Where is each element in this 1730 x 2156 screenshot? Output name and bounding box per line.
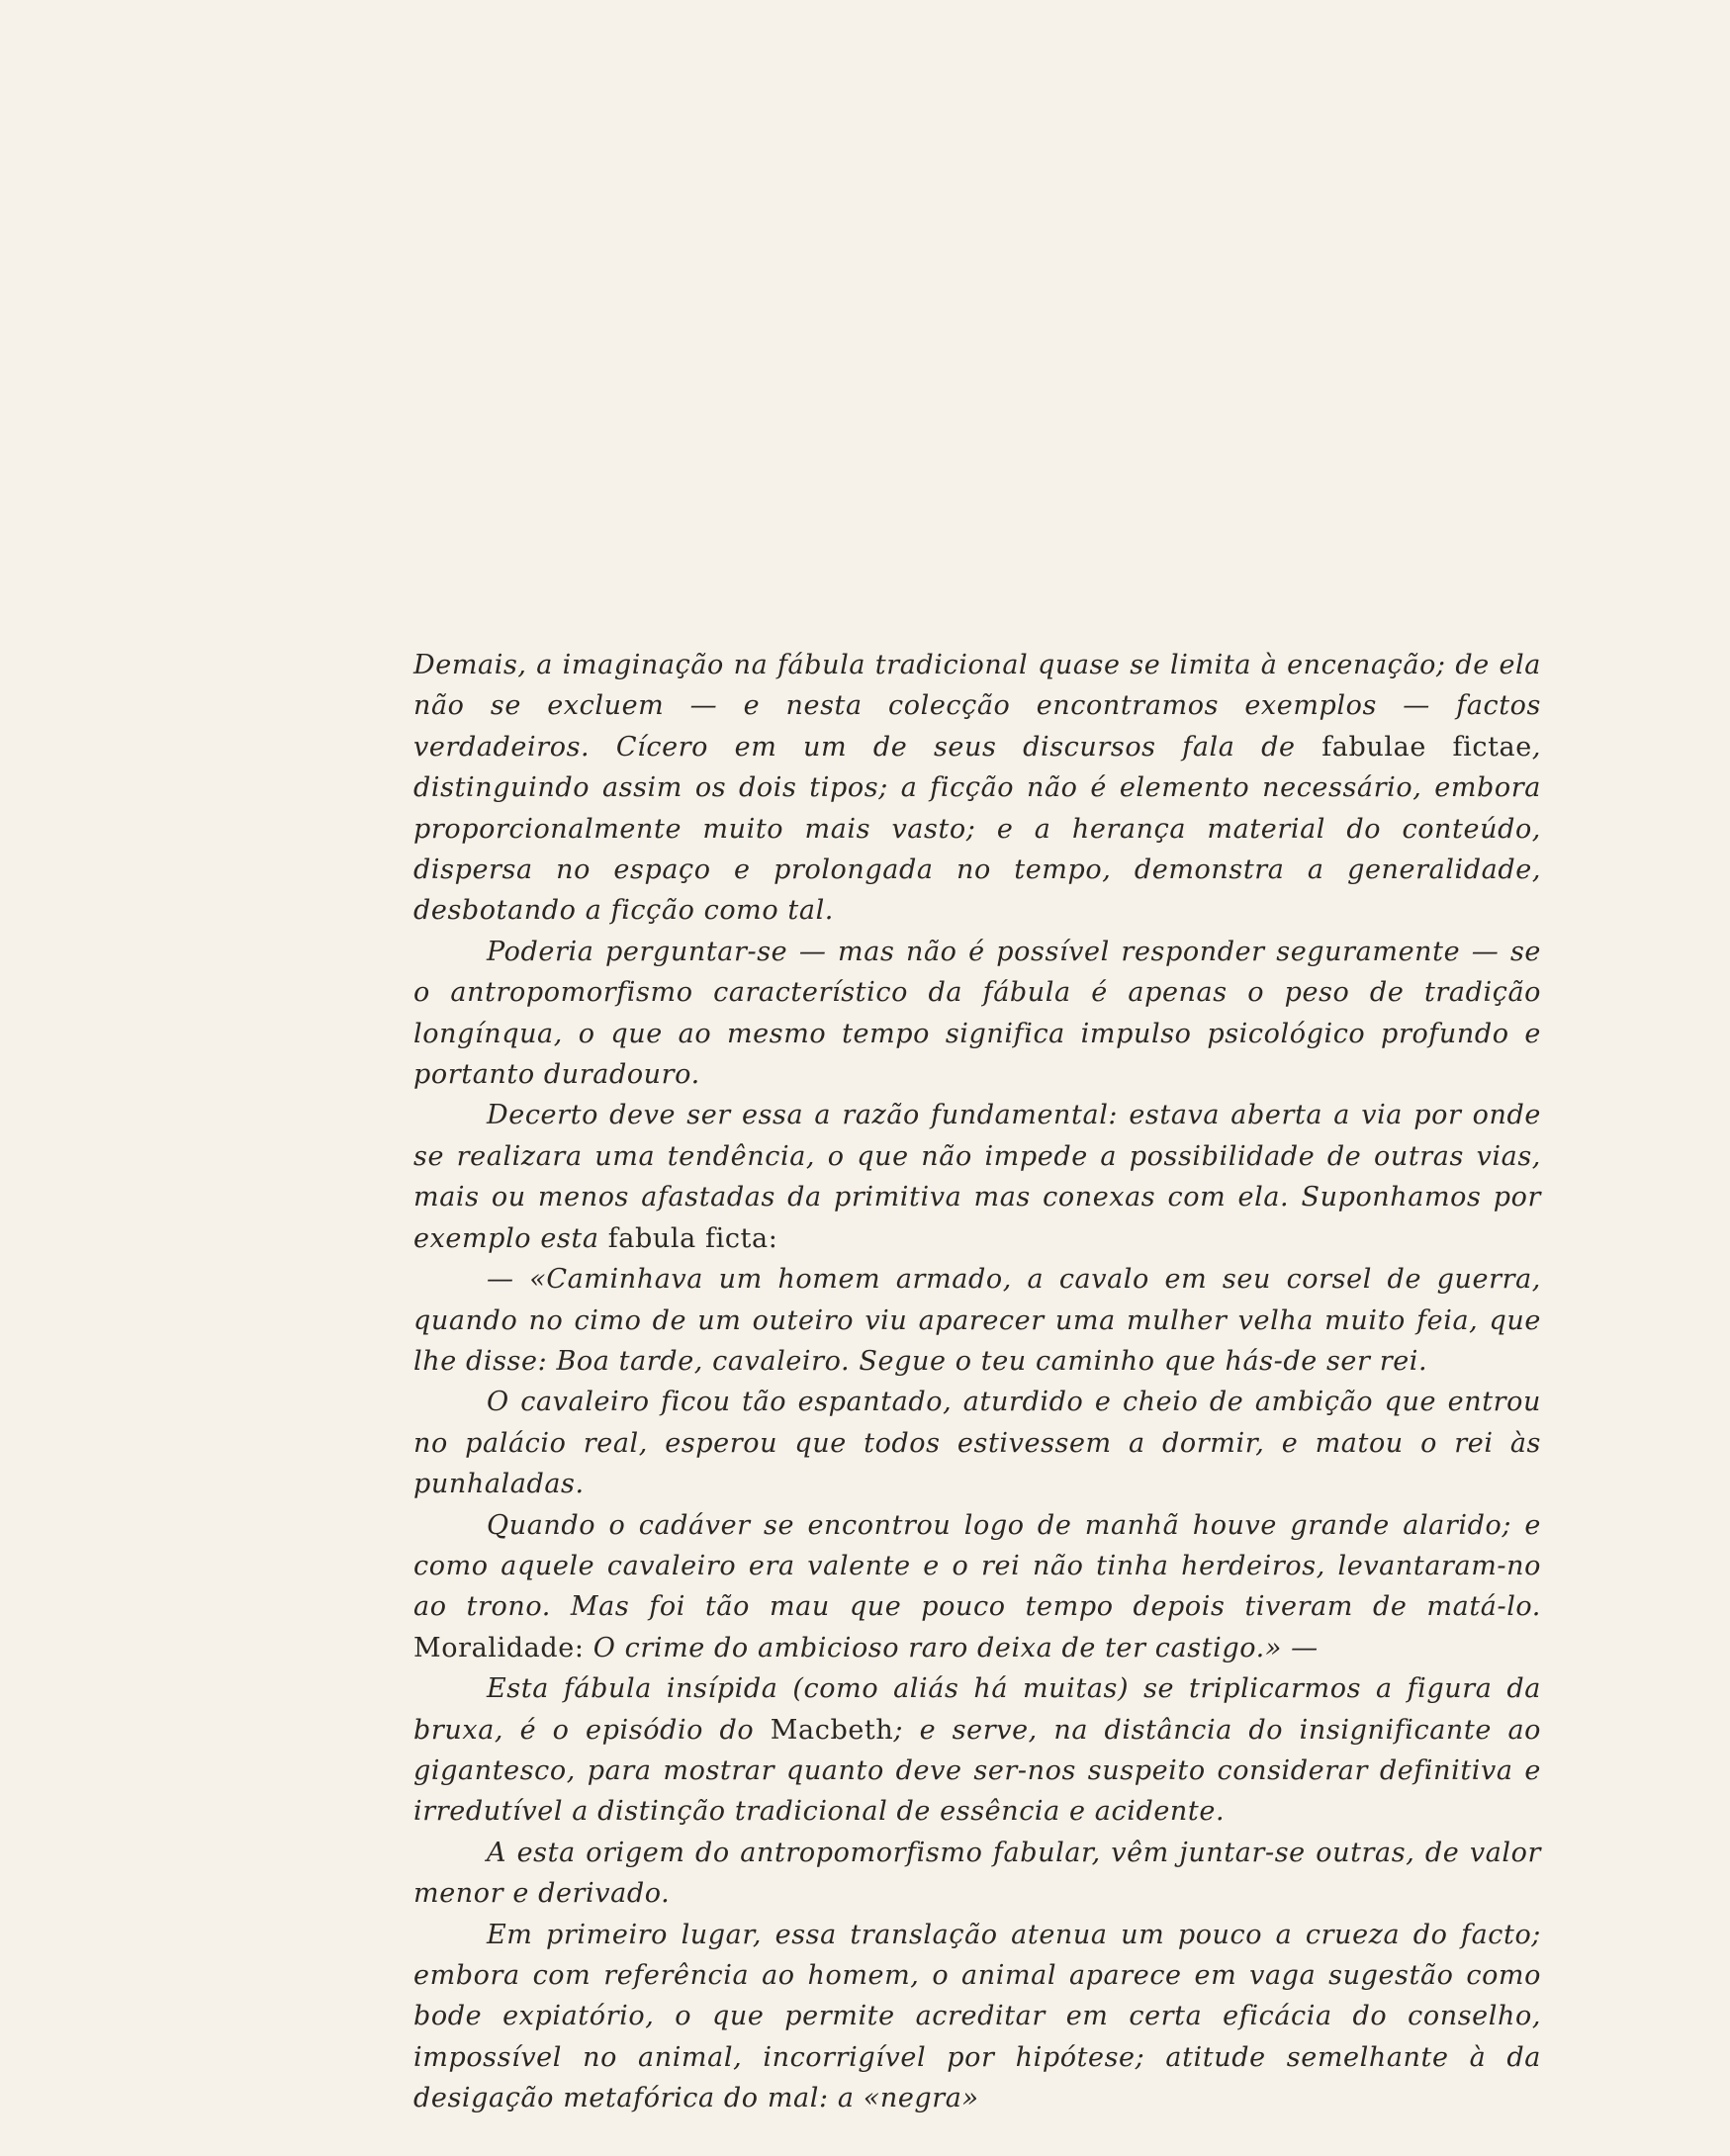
- text-span-roman: Macbeth: [770, 1714, 894, 1746]
- paragraph: [413, 645, 1541, 932]
- text-span: O cavaleiro ficou tão espantado, aturdido e cheio de ambição que entrou no palácio real, esperou que todos estivessem a dormir, e matou o rei às punhaladas.: [413, 1387, 1541, 1500]
- paragraph: [413, 1259, 1541, 1382]
- body-text: [413, 645, 1541, 2119]
- text-span: Em primeiro lugar, essa translação atenua um pouco a crueza do facto; embora com referência ao homem, o animal aparece em vaga sugestão como bode expiatório, o que permite acreditar em certa eficácia do conselho, impossível no animal, incorrigível por hipótese; atitude semelhante à da desigação metafórica do mal: a «negra»: [413, 1919, 1541, 2114]
- text-span: Quando o cadáver se encontrou logo de manhã houve grande alarido; e como aquele cavaleiro era valente e o rei não tinha herdeiros, levantaram-no ao trono. Mas foi tão mau que pouco tempo depois tiveram de matá-lo.: [413, 1509, 1541, 1623]
- text-span: Esta fábula insípida (como aliás há muitas) se triplicarmos a figura da bruxa, é o episódio do: [413, 1673, 1541, 1746]
- text-span: Demais, a imaginação na fábula tradicional quase se limita à encenação; de ela não se excluem — e nesta colecção encontramos exemplos — factos verdadeiros. Cícero em um de seus discursos fala de: [413, 650, 1541, 763]
- text-span-roman: fabulae fictae: [1321, 731, 1532, 763]
- text-span: ; e serve, na distância do insignificante ao gigantesco, para mostrar quanto deve ser-nos suspeito considerar definitiva e irredutível a distinção tradicional de essência e acidente.: [413, 1714, 1542, 1828]
- text-span: — «Caminhava um homem armado, a cavalo em seu corsel de guerra, quando no cimo de um outeiro viu aparecer uma mulher velha muito feia, que lhe disse: Boa tarde, cavaleiro. Segue o teu caminho que hás-de ser rei.: [413, 1264, 1541, 1377]
- paragraph: [413, 1505, 1541, 1669]
- text-span: O crime do ambicioso raro deixa de ter castigo.» —: [592, 1632, 1319, 1663]
- text-span-roman: fabula ficta:: [607, 1222, 778, 1254]
- text-span: Poderia perguntar-se — mas não é possível responder seguramente — se o antropomorfismo característico da fábula é apenas o peso de tradição longínqua, o que ao mesmo tempo significa impulso psicológico profundo e portanto duradouro.: [413, 936, 1541, 1091]
- text-span: , distinguindo assim os dois tipos; a ficção não é elemento necessário, embora proporcionalmente muito mais vasto; e a herança material do conteúdo, dispersa no espaço e prolongada no tempo, demonstra a generalidade, desbotando a ficção como tal.: [413, 731, 1541, 927]
- paragraph: [413, 1833, 1541, 1915]
- text-span-roman: Moralidade:: [413, 1632, 593, 1663]
- paragraph: [413, 1095, 1541, 1259]
- paragraph: [413, 1668, 1541, 1833]
- text-span: Decerto deve ser essa a razão fundamental: estava aberta a via por onde se realizara uma tendência, o que não impede a possibilidade de outras vias, mais ou menos afastadas da primitiva mas conexas com ela. Suponhamos por exemplo esta: [413, 1100, 1541, 1254]
- paragraph: [413, 1382, 1541, 1504]
- paragraph: [413, 932, 1541, 1096]
- paragraph: [413, 1915, 1541, 2119]
- text-span: A esta origem do antropomorfismo fabular, vêm juntar-se outras, de valor menor e derivado.: [413, 1837, 1541, 1910]
